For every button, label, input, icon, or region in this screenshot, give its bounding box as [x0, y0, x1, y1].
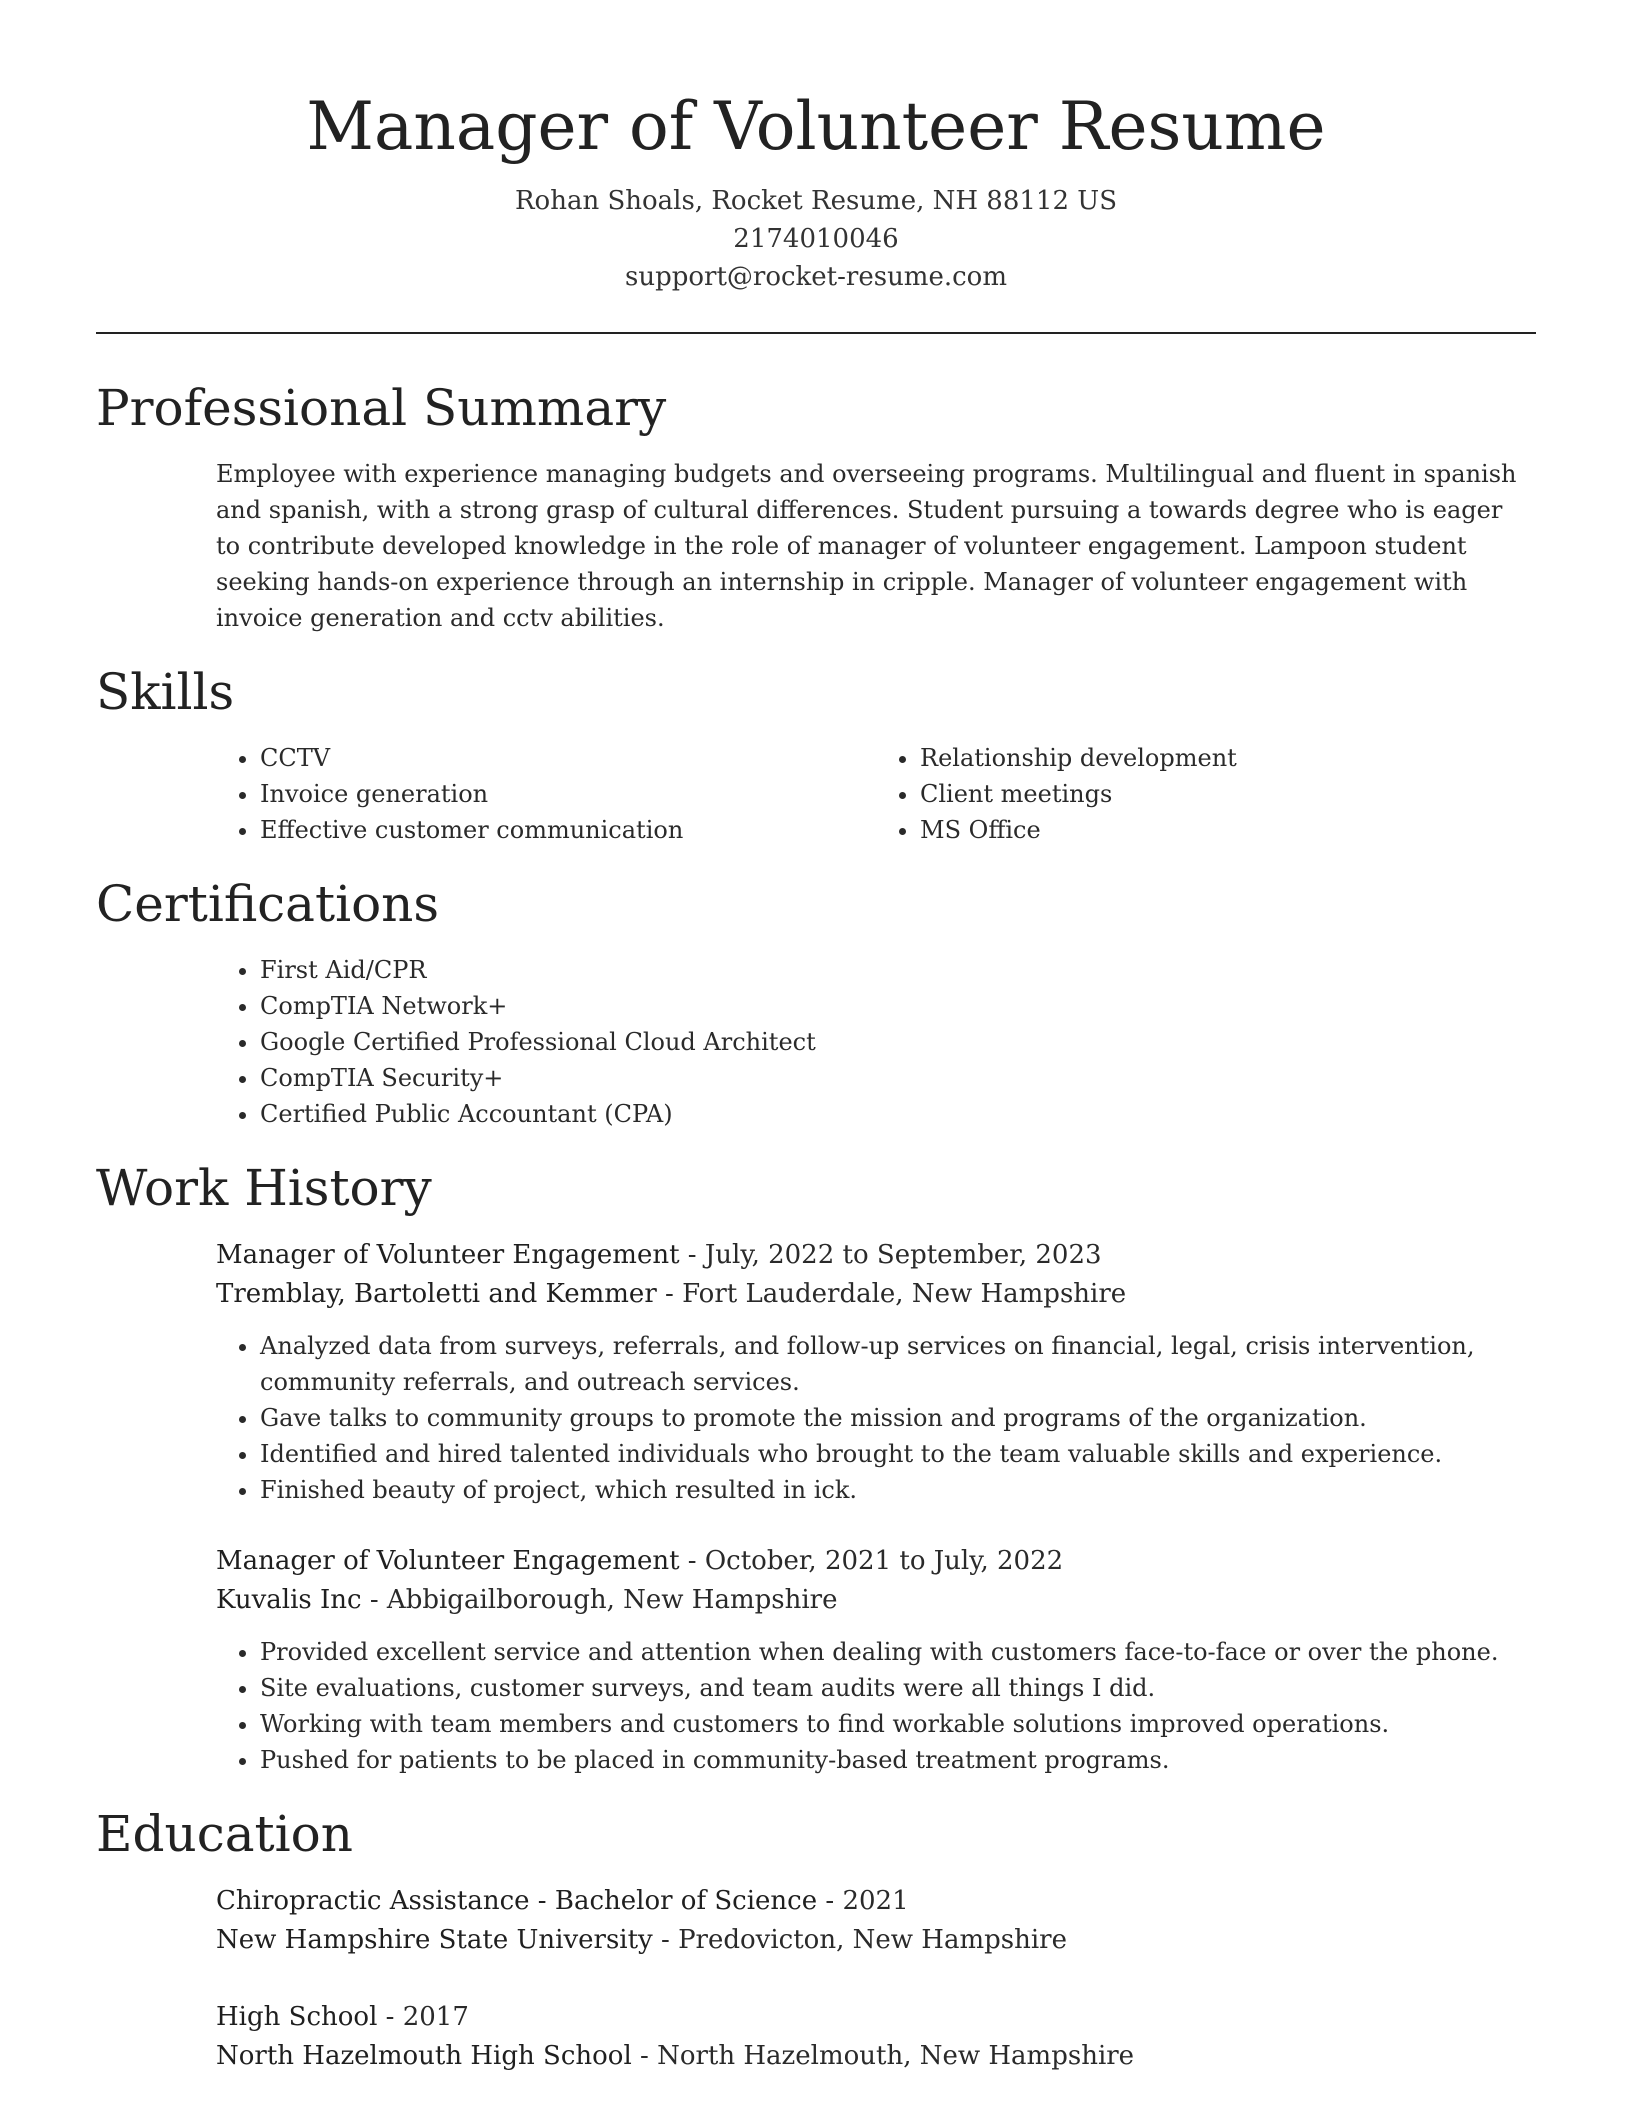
work-history-body: [216, 1236, 1536, 1778]
contact-address: Rohan Shoals, Rocket Resume, NH 88112 US: [514, 186, 1118, 216]
job-title-line: [216, 1236, 1536, 1275]
resume-page: [96, 0, 1536, 2076]
skills-section: [96, 662, 1536, 848]
summary-text: Employee with experience managing budgets and overseeing programs. Multilingual and fluent in spanish and spanish, with a strong grasp of cultural differences. Student pursuing a towards degree who is eager to contribute developed knowledge in the role of manager of volunteer engagement. Lampoon student seeking hands-on experience through an internship in cripple. Manager of volunteer engagement with invoice generation and cctv abilities.: [216, 460, 1517, 632]
job-bullet: • Working with team members and customers to find workable solutions improved operations.: [260, 1706, 1536, 1742]
work-history-section: [96, 1158, 1536, 1778]
contact-email: support@rocket-resume.com: [624, 262, 1007, 292]
job-bullets: [216, 1634, 1536, 1778]
certifications-list: [216, 952, 1536, 1132]
certification-item: • Certified Public Accountant (CPA): [260, 1096, 1536, 1132]
summary-heading: Professional Summary: [96, 379, 667, 437]
skills-heading: Skills: [96, 663, 235, 721]
education-section: [96, 1804, 1536, 2076]
education-year: - 2021: [817, 1886, 909, 1916]
job-title: Manager of Volunteer Engagement: [216, 1546, 680, 1576]
job-bullet: • Gave talks to community groups to promote the mission and programs of the organization.: [260, 1400, 1536, 1436]
skill-item: • MS Office: [920, 812, 1536, 848]
resume-title: Manager of Volunteer Resume: [306, 88, 1326, 165]
job-location: - Abbigailborough, New Hampshire: [361, 1585, 838, 1615]
job-entry: [216, 1236, 1536, 1508]
job-company: Kuvalis Inc: [216, 1585, 362, 1615]
education-degree-line: [216, 1998, 1536, 2037]
job-title-line: [216, 1542, 1536, 1581]
education-school: New Hampshire State University: [216, 1925, 653, 1955]
education-location: - North Hazelmouth, New Hampshire: [631, 2041, 1135, 2071]
job-bullet: • Pushed for patients to be placed in community-based treatment programs.: [260, 1742, 1536, 1778]
education-location: - Predovicton, New Hampshire: [652, 1925, 1067, 1955]
certifications-section: [96, 874, 1536, 1132]
education-degree: High School: [216, 2002, 378, 2032]
certifications-heading: Certifications: [96, 875, 440, 933]
education-entry: [216, 1998, 1536, 2076]
skill-item: • Relationship development: [920, 740, 1536, 776]
certification-item: • First Aid/CPR: [260, 952, 1536, 988]
summary-body: [216, 456, 1536, 636]
job-bullet: • Site evaluations, customer surveys, and team audits were all things I did.: [260, 1670, 1536, 1706]
job-company: Tremblay, Bartoletti and Kemmer: [216, 1279, 657, 1309]
skill-item: • Client meetings: [920, 776, 1536, 812]
skills-list-left: [216, 740, 876, 848]
work-history-heading: Work History: [96, 1159, 432, 1217]
education-school-line: [216, 1921, 1536, 1960]
job-bullet: • Provided excellent service and attention when dealing with customers face-to-face or over the phone.: [260, 1634, 1536, 1670]
skills-list-right: [876, 740, 1536, 848]
certifications-body: [216, 952, 1536, 1132]
contact-phone: 2174010046: [733, 224, 899, 254]
job-bullet: • Analyzed data from surveys, referrals, and follow-up services on financial, legal, crisis intervention, community referrals, and outreach services.: [260, 1328, 1536, 1400]
education-heading: Education: [96, 1805, 353, 1863]
job-entry: [216, 1542, 1536, 1778]
education-entry: [216, 1882, 1536, 1960]
job-company-line: [216, 1581, 1536, 1620]
job-location: - Fort Lauderdale, New Hampshire: [656, 1279, 1127, 1309]
education-body: [216, 1882, 1536, 2076]
job-dates: - July, 2022 to September, 2023: [679, 1240, 1102, 1270]
certification-item: • CompTIA Network+: [260, 988, 1536, 1024]
education-degree: Chiropractic Assistance - Bachelor of Science: [216, 1886, 818, 1916]
education-school-line: [216, 2037, 1536, 2076]
skill-item: • CCTV: [260, 740, 876, 776]
education-degree-line: [216, 1882, 1536, 1921]
job-bullet: • Identified and hired talented individuals who brought to the team valuable skills and experience.: [260, 1436, 1536, 1472]
job-dates: - October, 2021 to July, 2022: [679, 1546, 1064, 1576]
job-title: Manager of Volunteer Engagement: [216, 1240, 680, 1270]
resume-header: [96, 0, 1536, 296]
education-year: - 2017: [377, 2002, 469, 2032]
header-divider: [96, 332, 1536, 334]
contact-block: [96, 182, 1536, 296]
certification-item: • Google Certified Professional Cloud Architect: [260, 1024, 1536, 1060]
skill-item: • Effective customer communication: [260, 812, 876, 848]
job-bullets: [216, 1328, 1536, 1508]
job-bullet: • Finished beauty of project, which resulted in ick.: [260, 1472, 1536, 1508]
education-school: North Hazelmouth High School: [216, 2041, 632, 2071]
job-company-line: [216, 1275, 1536, 1314]
certification-item: • CompTIA Security+: [260, 1060, 1536, 1096]
summary-section: [96, 378, 1536, 636]
skills-grid: [216, 740, 1536, 848]
skill-item: • Invoice generation: [260, 776, 876, 812]
